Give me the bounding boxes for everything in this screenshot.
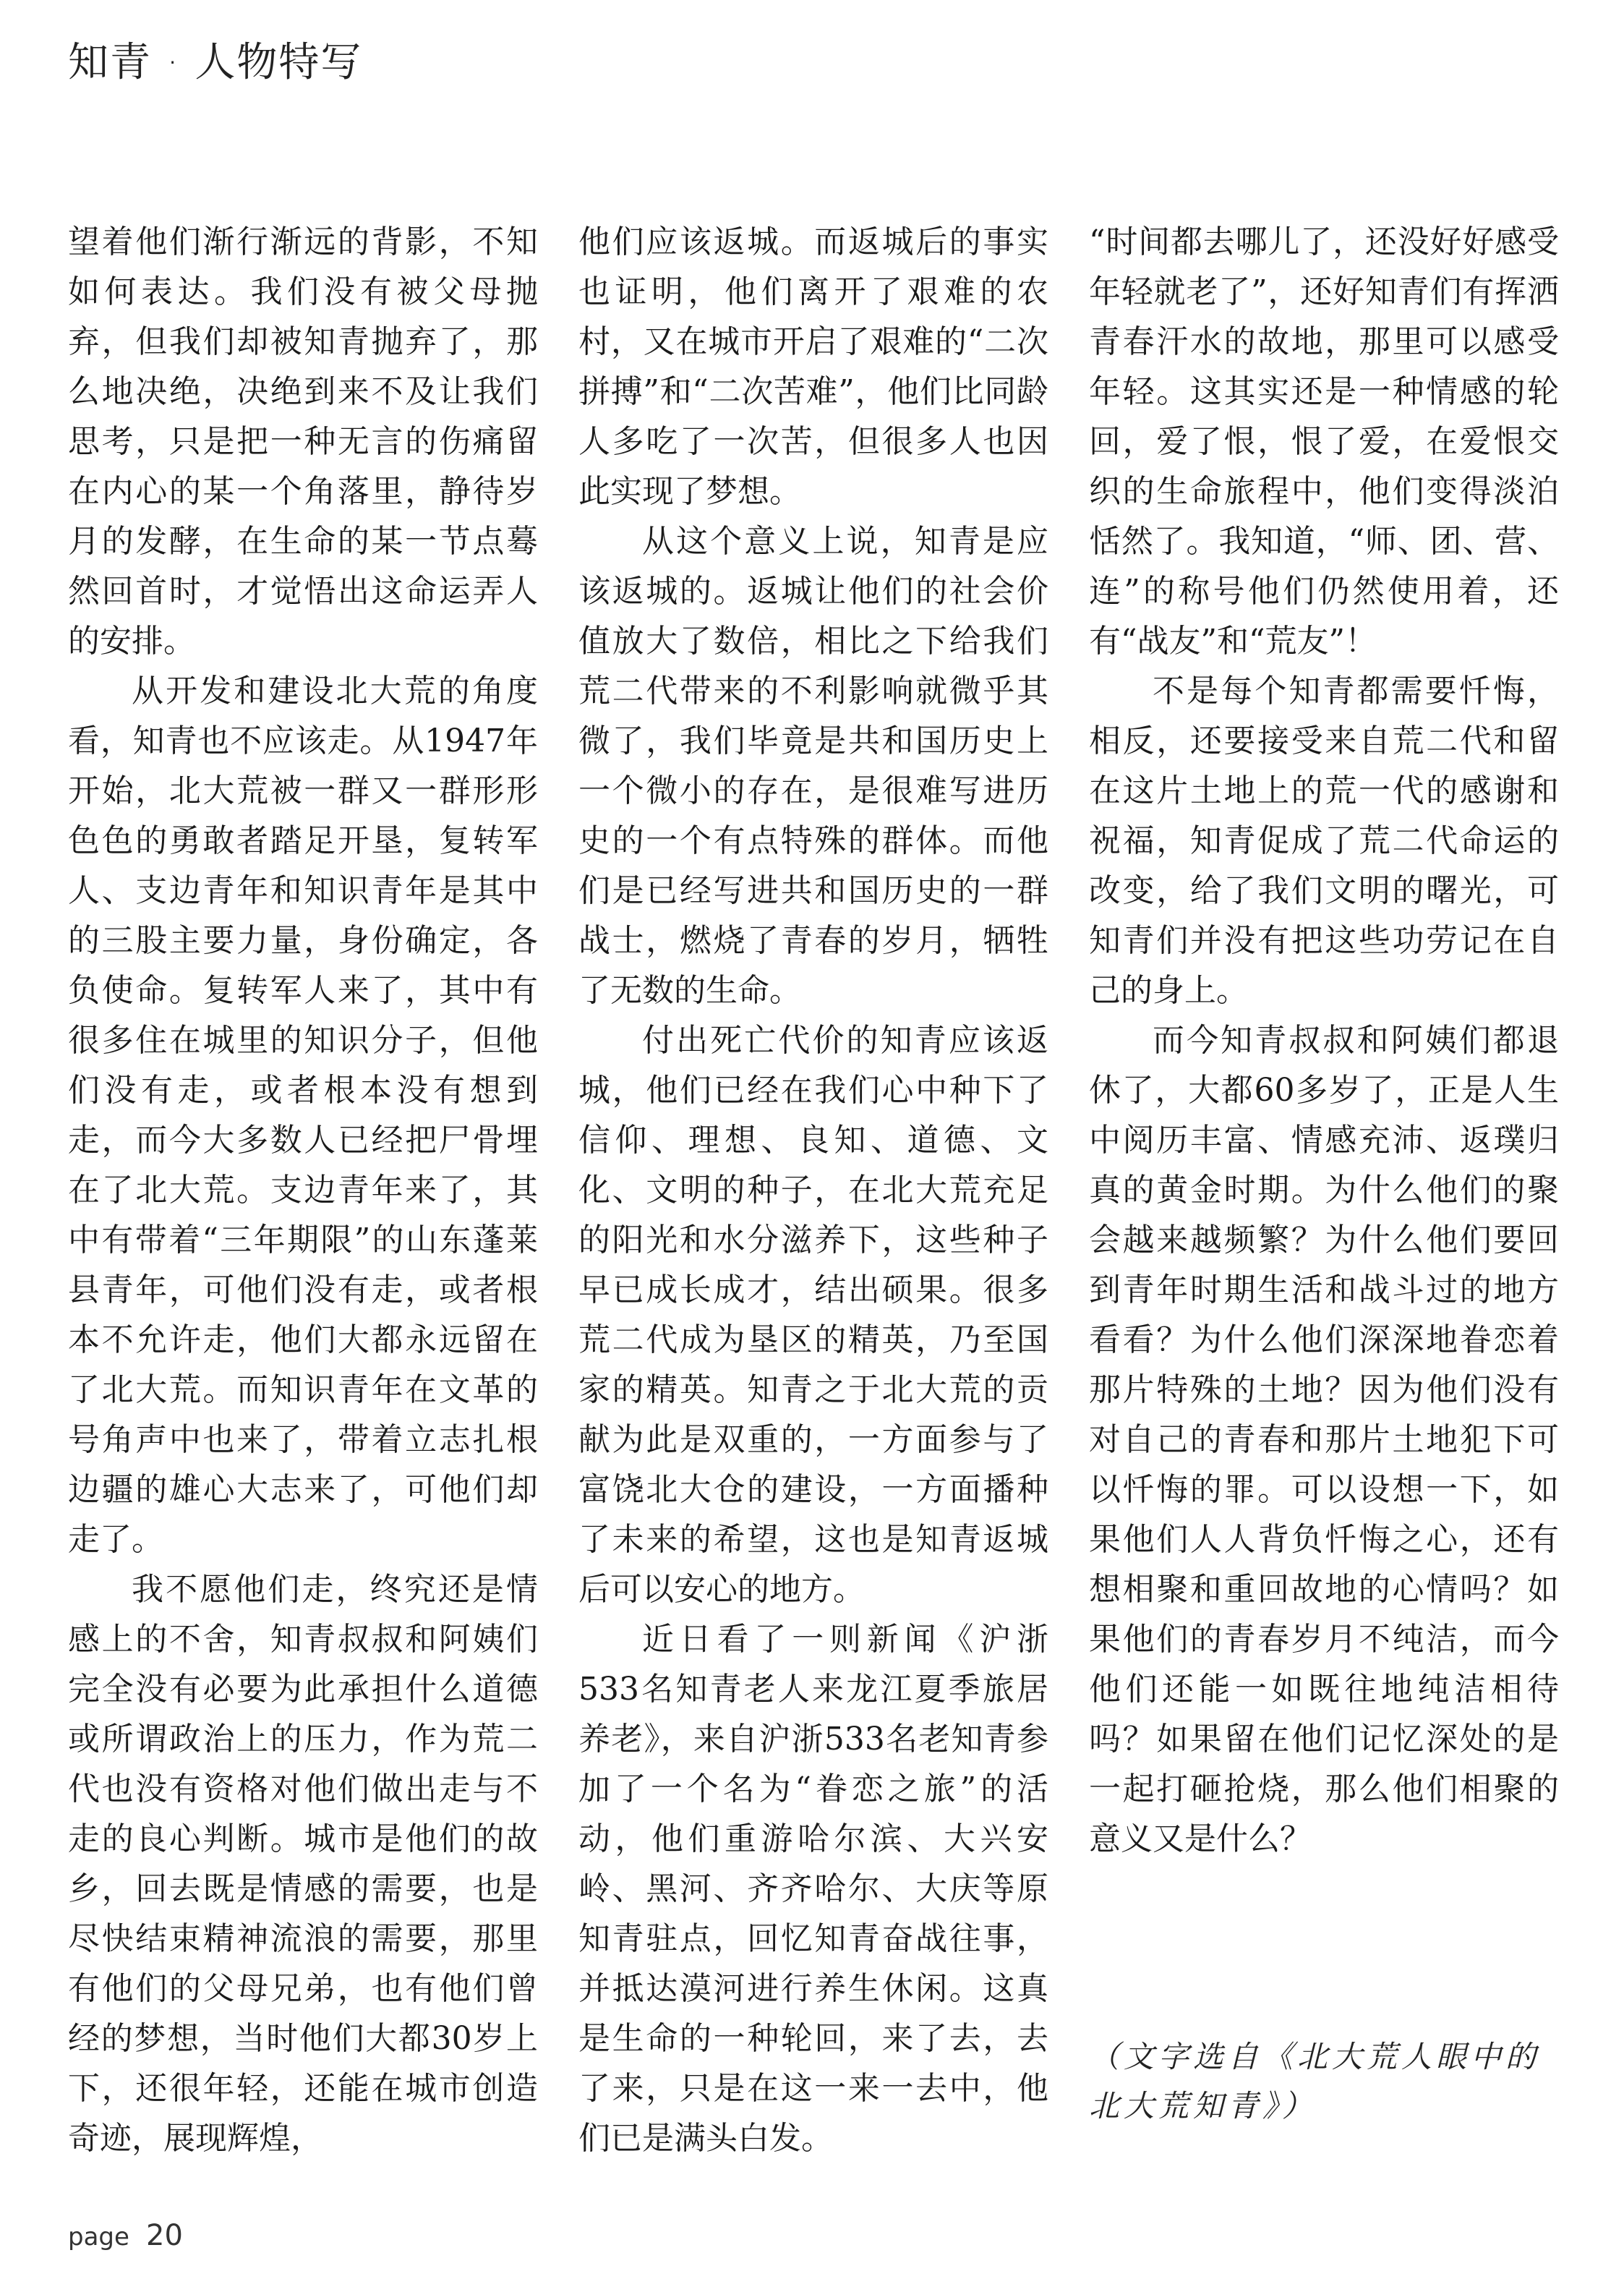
article-column-3 [1089,217,1559,1864]
paragraph: 他们应该返城。而返城后的事实也证明，他们离开了艰难的农村，又在城市开启了艰难的“二次拼搏”和“二次苦难”，他们比同龄人多吃了一次苦，但很多人也因此实现了梦想。 [578,223,1048,510]
paragraph: 从这个意义上说，知青是应该返城的。返城让他们的社会价值放大了数倍，相比之下给我们荒二代带来的不利影响就微乎其微了，我们毕竟是共和国历史上一个微小的存在，是很难写进历史的一个有点特殊的群体。而他们是已经写进共和国历史的一群战士，燃烧了青春的岁月，牺牲了无数的生命。 [578,523,1048,1009]
paragraph: “时间都去哪儿了，还没好好感受年轻就老了”，还好知青们有挥洒青春汗水的故地，那里可以感受年轻。这其实还是一种情感的轮回，爱了恨，恨了爱，在爱恨交织的生命旅程中，他们变得淡泊恬然了。我知道，“师、团、营、连”的称号他们仍然使用着，还有“战友”和“荒友”！ [1089,223,1559,660]
paragraph: 付出死亡代价的知青应该返城，他们已经在我们心中种下了信仰、理想、良知、道德、文化、文明的种子，在北大荒充足的阳光和水分滋养下，这些种子早已成长成才，结出硕果。很多荒二代成为垦区的精英，乃至国家的精英。知青之于北大荒的贡献为此是双重的，一方面参与了富饶北大仓的建设，一方面播种了未来的希望，这也是知青返城后可以安心的地方。 [578,1022,1048,1608]
page-label: page [68,2223,129,2251]
page-number: 20 [146,2219,183,2252]
paragraph: 望着他们渐行渐远的背影，不知如何表达。我们没有被父母抛弃，但我们却被知青抛弃了，那么地决绝，决绝到来不及让我们思考，只是把一种无言的伤痛留在内心的某一个角落里，静待岁月的发酵，在生命的某一节点蓦然回首时，才觉悟出这命运弄人的安排。 [68,223,538,660]
paragraph: 而今知青叔叔和阿姨们都退休了，大都60多岁了，正是人生中阅历丰富、情感充沛、返璞归真的黄金时期。为什么他们的聚会越来越频繁？为什么他们要回到青年时期生活和战斗过的地方看看？为什么他们深深地眷恋着那片特殊的土地？因为他们没有对自己的青春和那片土地犯下可以忏悔的罪。可以设想一下，如果他们人人背负忏悔之心，还有想相聚和重回故地的心情吗？如果他们的青春岁月不纯洁，而今他们还能一如既往地纯洁相待吗？如果留在他们记忆深处的是一起打砸抢烧，那么他们相聚的意义又是什么？ [1089,1022,1559,1857]
paragraph: 从开发和建设北大荒的角度看，知青也不应该走。从1947年开始，北大荒被一群又一群形形色色的勇敢者踏足开垦，复转军人、支边青年和知识青年是其中的三股主要力量，身份确定，各负使命。复转军人来了，其中有很多住在城里的知识分子，但他们没有走，或者根本没有想到走，而今大多数人已经把尸骨埋在了北大荒。支边青年来了，其中有带着“三年期限”的山东蓬莱县青年，可他们没有走，或者根本不允许走，他们大都永远留在了北大荒。而知识青年在文革的号角声中也来了，带着立志扎根边疆的雄心大志来了，可他们却走了。 [68,673,538,1558]
paragraph: 我不愿他们走，终究还是情感上的不舍，知青叔叔和阿姨们完全没有必要为此承担什么道德或所谓政治上的压力，作为荒二代也没有资格对他们做出走与不走的良心判断。城市是他们的故乡，回去既是情感的需要，也是尽快结束精神流浪的需要，那里有他们的父母兄弟，也有他们曾经的梦想，当时他们大都30岁上下，还很年轻，还能在城市创造奇迹，展现辉煌， [68,1571,538,2157]
page-footer [68,2219,183,2252]
paragraph: 近日看了一则新闻《沪浙533名知青老人来龙江夏季旅居养老》，来自沪浙533名老知青参加了一个名为“眷恋之旅”的活动，他们重游哈尔滨、大兴安岭、黑河、齐齐哈尔、大庆等原知青驻点，回忆知青奋战往事，并抵达漠河进行养生休闲。这真是生命的一种轮回，来了去，去了来，只是在这一来一去中，他们已是满头白发。 [578,1621,1048,2157]
section-header: 知青 · 人物特写 [68,39,363,86]
article-column-2 [578,217,1048,2163]
paragraph: 不是每个知青都需要忏悔，相反，还要接受来自荒二代和留在这片土地上的荒一代的感谢和祝福，知青促成了荒二代命运的改变，给了我们文明的曙光，可知青们并没有把这些功劳记在自己的身上。 [1089,673,1559,1009]
article-column-1 [68,217,538,2163]
source-note: （文字选自《北大荒人眼中的北大荒知青》） [1089,2039,1541,2123]
